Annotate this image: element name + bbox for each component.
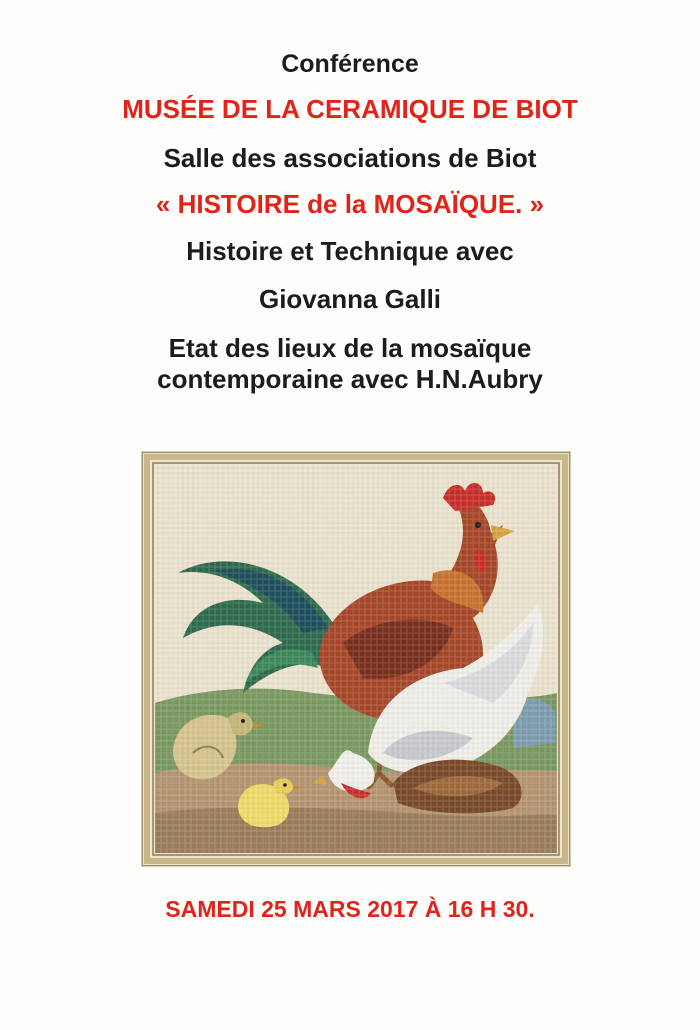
- speaker-name: Giovanna Galli: [258, 284, 442, 314]
- conference-title: « HISTOIRE de la MOSAÏQUE. »: [155, 189, 545, 219]
- second-topic-line-2: contemporaine avec H.N.Aubry: [157, 364, 543, 394]
- second-topic-line-1: Etat des lieux de la mosaïque: [168, 333, 532, 363]
- speaker-intro: Histoire et Technique avec: [186, 236, 514, 266]
- rooster-mosaic-image: [142, 452, 570, 866]
- event-date-time: SAMEDI 25 MARS 2017 À 16 H 30.: [165, 896, 535, 922]
- venue: Salle des associations de Biot: [163, 143, 537, 173]
- event-type: Conférence: [281, 50, 419, 78]
- organizer-name: MUSÉE DE LA CERAMIQUE DE BIOT: [122, 94, 578, 124]
